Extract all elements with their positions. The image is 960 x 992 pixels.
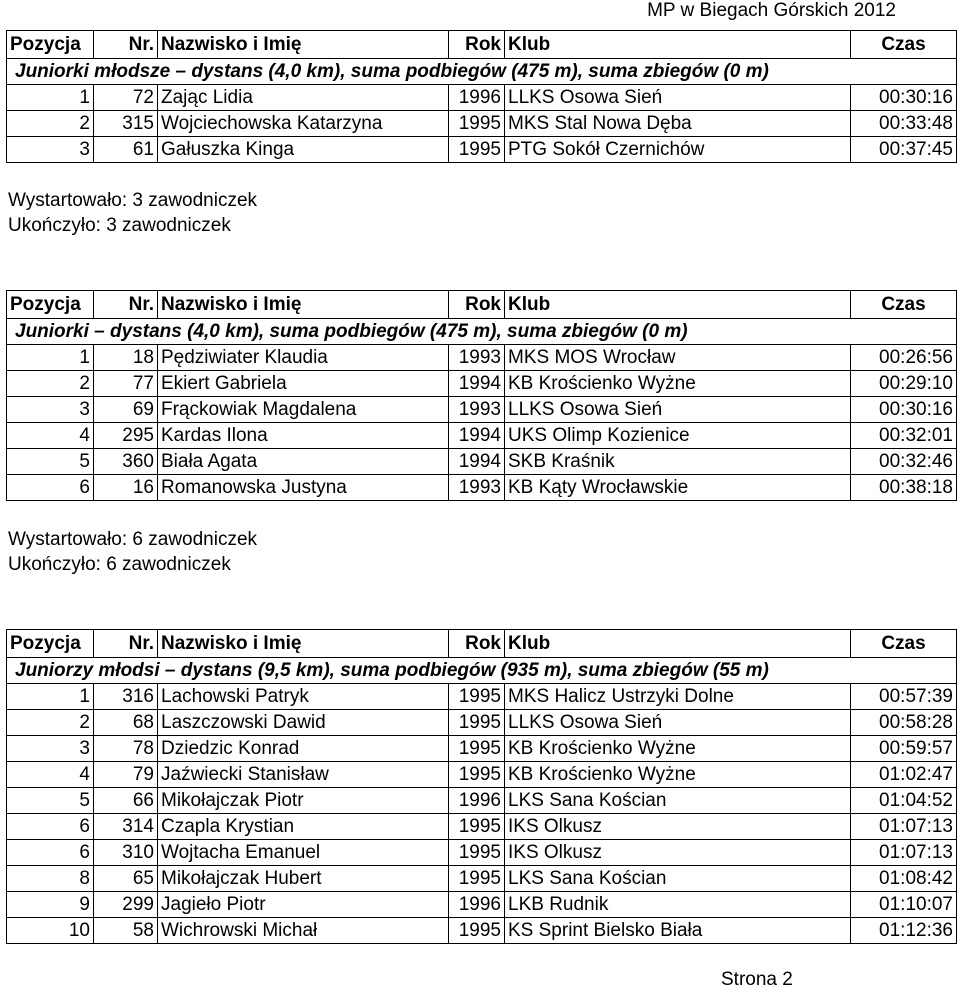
cell-rok: 1993 bbox=[449, 397, 505, 423]
header-time: Czas bbox=[851, 31, 957, 59]
cell-name: Ekiert Gabriela bbox=[158, 371, 449, 397]
table-row bbox=[7, 840, 957, 866]
cell-time: 00:38:18 bbox=[851, 475, 957, 501]
cell-time: 01:08:42 bbox=[851, 866, 957, 892]
table-row bbox=[7, 475, 957, 501]
cell-time: 01:10:07 bbox=[851, 892, 957, 918]
cell-nr: 310 bbox=[94, 840, 158, 866]
cell-nr: 18 bbox=[94, 345, 158, 371]
header-nr: Nr. bbox=[94, 630, 158, 658]
cell-time: 00:32:01 bbox=[851, 423, 957, 449]
cell-pos: 3 bbox=[7, 397, 94, 423]
header-nr: Nr. bbox=[94, 31, 158, 59]
cell-club: KB Krościenko Wyżne bbox=[505, 371, 851, 397]
cell-nr: 315 bbox=[94, 111, 158, 137]
cell-club: LKS Sana Kościan bbox=[505, 866, 851, 892]
cell-time: 00:57:39 bbox=[851, 684, 957, 710]
header-rok: Rok bbox=[449, 630, 505, 658]
cell-name: Mikołajczak Piotr bbox=[158, 788, 449, 814]
section-summary bbox=[8, 527, 257, 577]
cell-name: Laszczowski Dawid bbox=[158, 710, 449, 736]
cell-name: Dziedzic Konrad bbox=[158, 736, 449, 762]
cell-pos: 6 bbox=[7, 840, 94, 866]
cell-pos: 4 bbox=[7, 762, 94, 788]
cell-time: 00:32:46 bbox=[851, 449, 957, 475]
table-row bbox=[7, 814, 957, 840]
finished-count: Ukończyło: 3 zawodniczek bbox=[8, 215, 231, 236]
header-pos: Pozycja bbox=[7, 291, 94, 319]
cell-club: SKB Kraśnik bbox=[505, 449, 851, 475]
header-pos: Pozycja bbox=[7, 630, 94, 658]
category-title: Juniorki młodsze – dystans (4,0 km), suma podbiegów (475 m), suma zbiegów (0 m) bbox=[7, 59, 957, 85]
cell-nr: 69 bbox=[94, 397, 158, 423]
cell-time: 01:04:52 bbox=[851, 788, 957, 814]
cell-nr: 77 bbox=[94, 371, 158, 397]
cell-time: 01:07:13 bbox=[851, 840, 957, 866]
cell-time: 01:02:47 bbox=[851, 762, 957, 788]
cell-pos: 8 bbox=[7, 866, 94, 892]
cell-time: 00:29:10 bbox=[851, 371, 957, 397]
cell-rok: 1994 bbox=[449, 423, 505, 449]
cell-nr: 68 bbox=[94, 710, 158, 736]
cell-nr: 79 bbox=[94, 762, 158, 788]
table-row bbox=[7, 397, 957, 423]
cell-pos: 1 bbox=[7, 684, 94, 710]
cell-name: Pędziwiater Klaudia bbox=[158, 345, 449, 371]
category-title: Juniorki – dystans (4,0 km), suma podbiegów (475 m), suma zbiegów (0 m) bbox=[7, 319, 957, 345]
cell-pos: 2 bbox=[7, 111, 94, 137]
cell-rok: 1996 bbox=[449, 788, 505, 814]
cell-nr: 78 bbox=[94, 736, 158, 762]
cell-rok: 1995 bbox=[449, 918, 505, 944]
cell-pos: 10 bbox=[7, 918, 94, 944]
results-table-juniorki-mlodsze bbox=[6, 30, 957, 163]
table-row bbox=[7, 892, 957, 918]
cell-club: KB Krościenko Wyżne bbox=[505, 762, 851, 788]
started-count: Wystartowało: 6 zawodniczek bbox=[8, 529, 258, 550]
cell-pos: 4 bbox=[7, 423, 94, 449]
cell-nr: 314 bbox=[94, 814, 158, 840]
finished-count: Ukończyło: 6 zawodniczek bbox=[8, 554, 231, 575]
cell-club: IKS Olkusz bbox=[505, 840, 851, 866]
cell-time: 00:37:45 bbox=[851, 137, 957, 163]
cell-name: Wichrowski Michał bbox=[158, 918, 449, 944]
cell-name: Jagieło Piotr bbox=[158, 892, 449, 918]
table-row bbox=[7, 866, 957, 892]
cell-name: Czapla Krystian bbox=[158, 814, 449, 840]
started-count: Wystartowało: 3 zawodniczek bbox=[8, 190, 258, 211]
page-number: Strona 2 bbox=[721, 969, 793, 990]
table-row bbox=[7, 710, 957, 736]
cell-club: KS Sprint Bielsko Biała bbox=[505, 918, 851, 944]
cell-pos: 6 bbox=[7, 814, 94, 840]
cell-rok: 1993 bbox=[449, 345, 505, 371]
cell-nr: 295 bbox=[94, 423, 158, 449]
cell-name: Gałuszka Kinga bbox=[158, 137, 449, 163]
cell-club: LLKS Osowa Sień bbox=[505, 397, 851, 423]
table-row bbox=[7, 684, 957, 710]
header-rok: Rok bbox=[449, 291, 505, 319]
cell-nr: 316 bbox=[94, 684, 158, 710]
table-header bbox=[7, 291, 957, 319]
cell-nr: 72 bbox=[94, 85, 158, 111]
table-header bbox=[7, 31, 957, 59]
cell-rok: 1995 bbox=[449, 762, 505, 788]
header-club: Klub bbox=[505, 630, 851, 658]
cell-club: KB Krościenko Wyżne bbox=[505, 736, 851, 762]
cell-name: Zając Lidia bbox=[158, 85, 449, 111]
cell-rok: 1996 bbox=[449, 85, 505, 111]
header-nr: Nr. bbox=[94, 291, 158, 319]
cell-nr: 61 bbox=[94, 137, 158, 163]
cell-name: Mikołajczak Hubert bbox=[158, 866, 449, 892]
category-row bbox=[7, 59, 957, 85]
cell-club: LLKS Osowa Sień bbox=[505, 710, 851, 736]
cell-rok: 1994 bbox=[449, 449, 505, 475]
category-row bbox=[7, 319, 957, 345]
cell-club: LKS Sana Kościan bbox=[505, 788, 851, 814]
table-row bbox=[7, 85, 957, 111]
cell-time: 00:58:28 bbox=[851, 710, 957, 736]
cell-rok: 1995 bbox=[449, 684, 505, 710]
cell-club: MKS Halicz Ustrzyki Dolne bbox=[505, 684, 851, 710]
section-summary bbox=[8, 188, 257, 238]
table-row bbox=[7, 111, 957, 137]
cell-rok: 1993 bbox=[449, 475, 505, 501]
cell-pos: 2 bbox=[7, 710, 94, 736]
table-row bbox=[7, 423, 957, 449]
cell-club: LKB Rudnik bbox=[505, 892, 851, 918]
cell-nr: 58 bbox=[94, 918, 158, 944]
cell-rok: 1995 bbox=[449, 814, 505, 840]
results-table-juniorki bbox=[6, 290, 957, 501]
cell-pos: 5 bbox=[7, 449, 94, 475]
cell-name: Lachowski Patryk bbox=[158, 684, 449, 710]
cell-rok: 1995 bbox=[449, 866, 505, 892]
header-club: Klub bbox=[505, 31, 851, 59]
cell-name: Wojciechowska Katarzyna bbox=[158, 111, 449, 137]
table-row bbox=[7, 736, 957, 762]
table-row bbox=[7, 137, 957, 163]
cell-club: IKS Olkusz bbox=[505, 814, 851, 840]
document-title: MP w Biegach Górskich 2012 bbox=[647, 0, 896, 21]
cell-time: 01:07:13 bbox=[851, 814, 957, 840]
header-time: Czas bbox=[851, 630, 957, 658]
cell-name: Kardas Ilona bbox=[158, 423, 449, 449]
table-row bbox=[7, 918, 957, 944]
cell-club: MKS Stal Nowa Dęba bbox=[505, 111, 851, 137]
header-club: Klub bbox=[505, 291, 851, 319]
cell-pos: 9 bbox=[7, 892, 94, 918]
cell-rok: 1995 bbox=[449, 840, 505, 866]
cell-nr: 65 bbox=[94, 866, 158, 892]
cell-rok: 1995 bbox=[449, 736, 505, 762]
cell-nr: 66 bbox=[94, 788, 158, 814]
cell-nr: 299 bbox=[94, 892, 158, 918]
header-name: Nazwisko i Imię bbox=[158, 31, 449, 59]
cell-rok: 1995 bbox=[449, 111, 505, 137]
cell-pos: 3 bbox=[7, 736, 94, 762]
cell-name: Frąckowiak Magdalena bbox=[158, 397, 449, 423]
cell-pos: 1 bbox=[7, 85, 94, 111]
cell-rok: 1994 bbox=[449, 371, 505, 397]
cell-name: Wojtacha Emanuel bbox=[158, 840, 449, 866]
cell-name: Jaźwiecki Stanisław bbox=[158, 762, 449, 788]
cell-time: 00:30:16 bbox=[851, 85, 957, 111]
table-row bbox=[7, 371, 957, 397]
cell-pos: 6 bbox=[7, 475, 94, 501]
cell-pos: 1 bbox=[7, 345, 94, 371]
cell-rok: 1995 bbox=[449, 137, 505, 163]
table-row bbox=[7, 345, 957, 371]
table-row bbox=[7, 449, 957, 475]
cell-nr: 16 bbox=[94, 475, 158, 501]
cell-club: MKS MOS Wrocław bbox=[505, 345, 851, 371]
cell-name: Biała Agata bbox=[158, 449, 449, 475]
header-time: Czas bbox=[851, 291, 957, 319]
header-name: Nazwisko i Imię bbox=[158, 630, 449, 658]
cell-pos: 5 bbox=[7, 788, 94, 814]
header-name: Nazwisko i Imię bbox=[158, 291, 449, 319]
table-row bbox=[7, 788, 957, 814]
cell-rok: 1996 bbox=[449, 892, 505, 918]
header-rok: Rok bbox=[449, 31, 505, 59]
cell-time: 00:30:16 bbox=[851, 397, 957, 423]
category-title: Juniorzy młodsi – dystans (9,5 km), suma podbiegów (935 m), suma zbiegów (55 m) bbox=[7, 658, 957, 684]
cell-time: 01:12:36 bbox=[851, 918, 957, 944]
cell-club: PTG Sokół Czernichów bbox=[505, 137, 851, 163]
cell-club: KB Kąty Wrocławskie bbox=[505, 475, 851, 501]
table-row bbox=[7, 762, 957, 788]
header-pos: Pozycja bbox=[7, 31, 94, 59]
results-table-juniorzy-mlodsi bbox=[6, 629, 957, 944]
cell-rok: 1995 bbox=[449, 710, 505, 736]
cell-nr: 360 bbox=[94, 449, 158, 475]
category-row bbox=[7, 658, 957, 684]
table-header bbox=[7, 630, 957, 658]
cell-pos: 3 bbox=[7, 137, 94, 163]
cell-club: UKS Olimp Kozienice bbox=[505, 423, 851, 449]
cell-time: 00:26:56 bbox=[851, 345, 957, 371]
cell-time: 00:33:48 bbox=[851, 111, 957, 137]
cell-time: 00:59:57 bbox=[851, 736, 957, 762]
cell-name: Romanowska Justyna bbox=[158, 475, 449, 501]
cell-club: LLKS Osowa Sień bbox=[505, 85, 851, 111]
cell-pos: 2 bbox=[7, 371, 94, 397]
